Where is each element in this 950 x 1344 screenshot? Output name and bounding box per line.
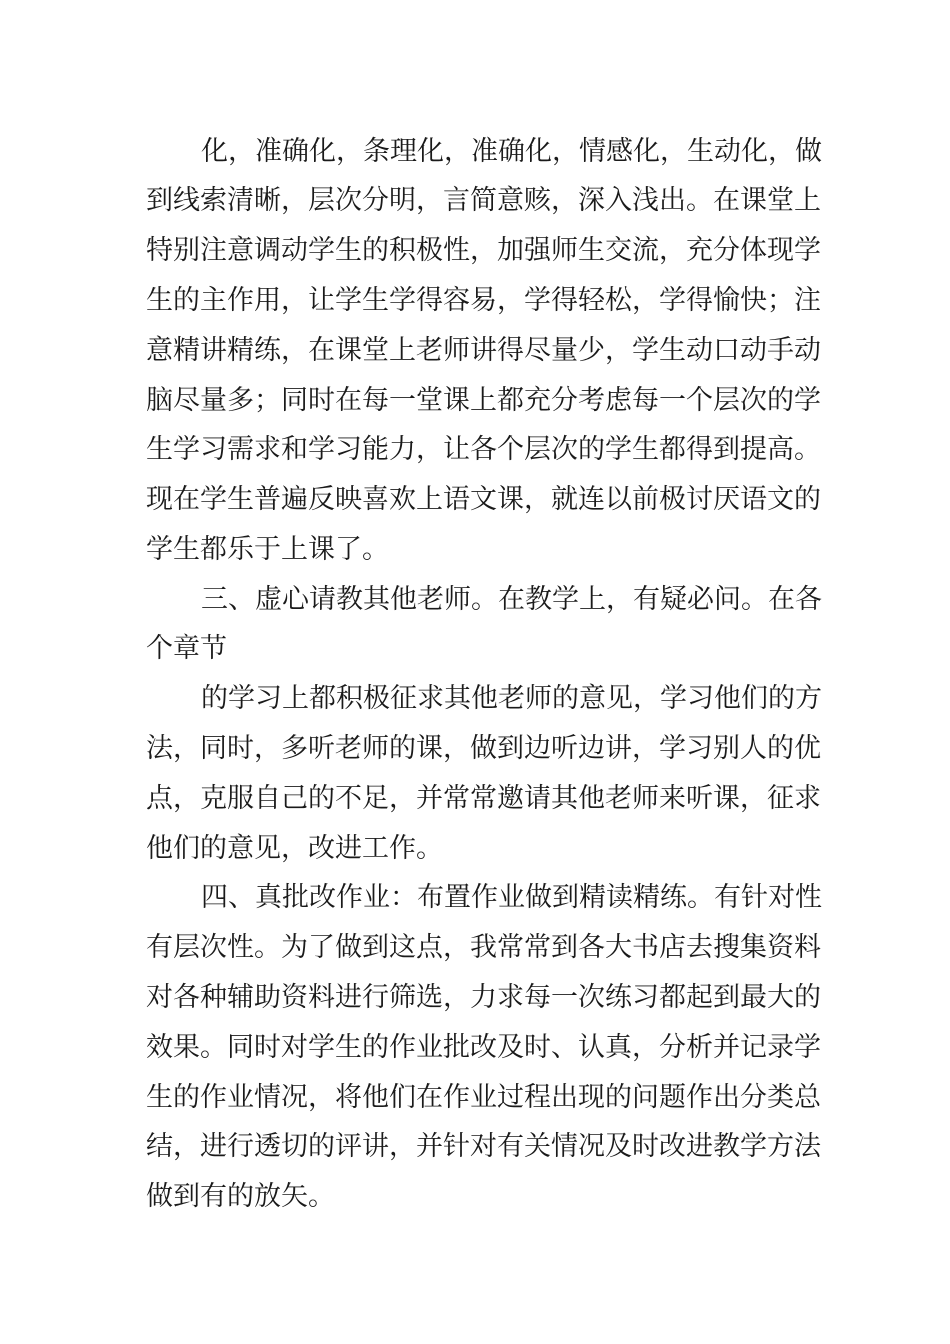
text-line: 法，同时，多听老师的课，做到边听边讲，学习别人的优: [146, 733, 821, 764]
text-line: 有层次性。为了做到这点，我常常到各大书店去搜集资料: [146, 932, 821, 963]
text-line: 脑尽量多；同时在每一堂课上都充分考虑每一个层次的学: [146, 385, 821, 416]
section-heading-line: 四、真批改作业：布置作业做到精读精练。有针对性: [201, 882, 822, 913]
text-line: 学生都乐于上课了。: [146, 534, 389, 565]
text-line: 个章节: [146, 633, 227, 664]
text-line: 意精讲精练，在课堂上老师讲得尽量少，学生动口动手动: [146, 335, 821, 366]
text-line: 对各种辅助资料进行筛选，力求每一次练习都起到最大的: [146, 982, 821, 1013]
section-heading-line: 三、虚心请教其他老师。在教学上，有疑必问。在各: [201, 584, 822, 615]
text-line: 效果。同时对学生的作业批改及时、认真，分析并记录学: [146, 1032, 821, 1063]
text-line: 特别注意调动学生的积极性，加强师生交流，充分体现学: [146, 235, 821, 266]
text-line: 结，进行透切的评讲，并针对有关情况及时改进教学方法: [146, 1131, 821, 1162]
text-line: 到线索清晰，层次分明，言简意赅，深入浅出。在课堂上: [146, 185, 821, 216]
text-line: 点，克服自己的不足，并常常邀请其他老师来听课，征求: [146, 783, 821, 814]
text-line: 做到有的放矢。: [146, 1181, 335, 1212]
text-line: 的学习上都积极征求其他老师的意见，学习他们的方: [201, 683, 822, 714]
text-line: 生的主作用，让学生学得容易，学得轻松，学得愉快；注: [146, 285, 821, 316]
text-line: 生的作业情况，将他们在作业过程出现的问题作出分类总: [146, 1082, 821, 1113]
text-line: 生学习需求和学习能力，让各个层次的学生都得到提高。: [146, 434, 821, 465]
text-line: 他们的意见，改进工作。: [146, 833, 443, 864]
text-line: 化，准确化，条理化，准确化，情感化，生动化，做: [201, 136, 822, 167]
text-line: 现在学生普遍反映喜欢上语文课，就连以前极讨厌语文的: [146, 484, 821, 515]
